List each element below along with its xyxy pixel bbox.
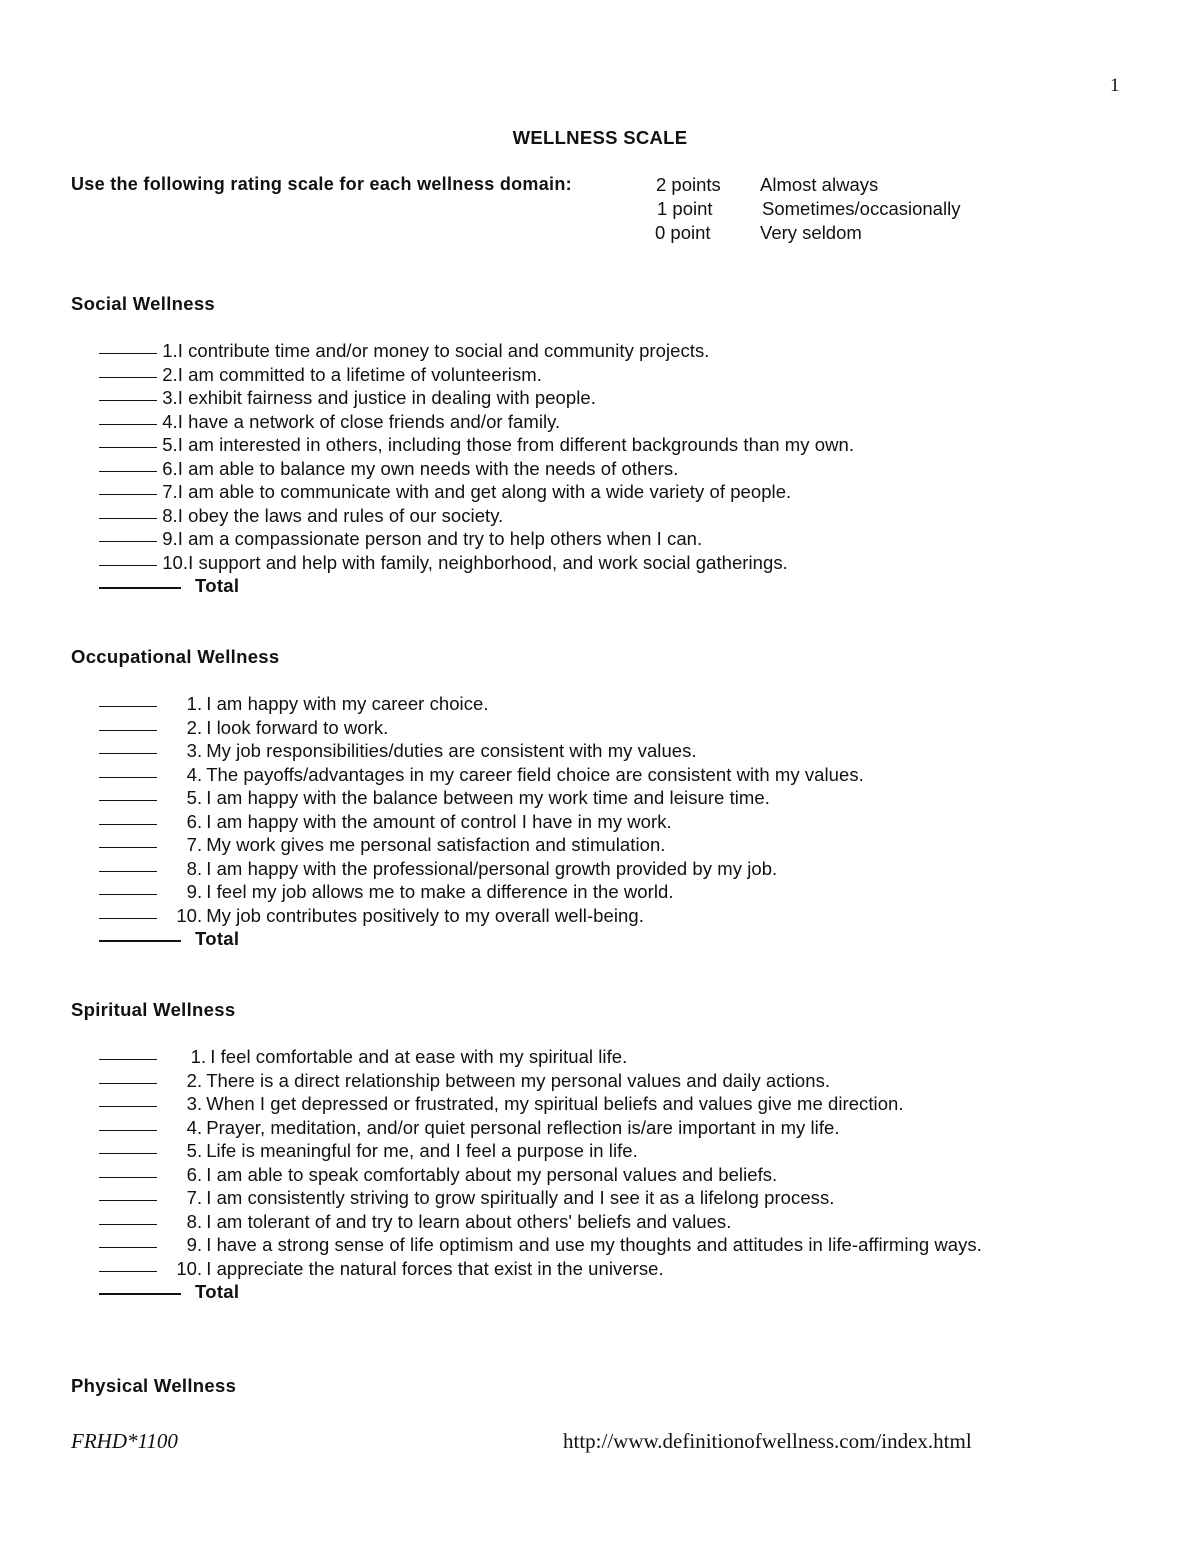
item-number: 6. — [186, 1163, 203, 1185]
item-text: I have a strong sense of life optimism and use my thoughts and attitudes in life-affirming ways. — [206, 1234, 982, 1255]
item-number: 5. — [162, 434, 178, 455]
section-total-row — [99, 574, 854, 598]
list-item — [99, 410, 854, 434]
item-text: I am able to balance my own needs with the needs of others. — [177, 457, 679, 479]
item-number: 4. — [162, 410, 178, 432]
item-text: I obey the laws and rules of our society. — [177, 504, 504, 526]
section-total-row — [99, 1280, 982, 1304]
item-number: 1. — [186, 693, 203, 714]
item-number: 9. — [186, 1234, 203, 1255]
item-text: I am committed to a lifetime of volunteerism. — [177, 363, 542, 385]
section-total-row — [99, 927, 864, 951]
total-label: Total — [195, 928, 240, 949]
answer-blank[interactable] — [99, 847, 157, 848]
occupational-items-list — [99, 692, 864, 951]
list-item — [99, 480, 854, 504]
item-text: I contribute time and/or money to social and community projects. — [177, 340, 710, 361]
item-text: Prayer, meditation, and/or quiet personal reflection is/are important in my life. — [206, 1116, 840, 1138]
item-text: I am a compassionate person and try to help others when I can. — [177, 528, 703, 549]
list-item — [99, 880, 864, 904]
item-text: I appreciate the natural forces that exist in the universe. — [206, 1257, 664, 1279]
item-text: When I get depressed or frustrated, my spiritual beliefs and values give me direction. — [206, 1093, 904, 1114]
list-item — [99, 692, 864, 716]
item-number: 5. — [186, 1140, 203, 1161]
item-number: 5. — [186, 787, 203, 808]
answer-blank[interactable] — [99, 730, 157, 731]
rating-points: 0 point — [655, 222, 711, 243]
item-number: 8. — [186, 857, 203, 879]
answer-blank[interactable] — [99, 1271, 157, 1272]
document-title: WELLNESS SCALE — [512, 127, 688, 148]
list-item — [99, 1163, 982, 1187]
item-number: 10. — [176, 1257, 203, 1279]
item-text: I am happy with the balance between my work time and leisure time. — [206, 787, 770, 808]
item-text: I am happy with my career choice. — [206, 693, 489, 714]
answer-blank[interactable] — [99, 471, 157, 472]
item-text: I feel my job allows me to make a difference in the world. — [206, 881, 674, 902]
item-number: 2. — [162, 363, 178, 385]
item-number: 6. — [162, 457, 178, 479]
item-number: 3. — [162, 387, 178, 408]
list-item — [99, 551, 854, 575]
list-item — [99, 810, 864, 834]
item-text: There is a direct relationship between my personal values and daily actions. — [206, 1069, 831, 1091]
item-number: 4. — [186, 763, 203, 785]
item-number: 10. — [176, 904, 203, 926]
rating-scale-intro: Use the following rating scale for each wellness domain: — [71, 174, 572, 194]
list-item — [99, 1069, 982, 1093]
list-item — [99, 386, 854, 410]
section-heading-physical: Physical Wellness — [71, 1375, 237, 1396]
answer-blank[interactable] — [99, 918, 157, 919]
answer-blank[interactable] — [99, 824, 157, 825]
answer-blank[interactable] — [99, 494, 157, 495]
item-number: 9. — [186, 881, 203, 902]
item-text: I am able to communicate with and get along with a wide variety of people. — [177, 481, 792, 502]
item-number: 3. — [186, 740, 203, 761]
list-item — [99, 1092, 982, 1116]
item-number: 2. — [186, 1069, 203, 1091]
total-blank[interactable] — [99, 587, 181, 589]
answer-blank[interactable] — [99, 424, 157, 425]
list-item — [99, 716, 864, 740]
item-text: I exhibit fairness and justice in dealing with people. — [177, 387, 596, 408]
list-item — [99, 339, 854, 363]
rating-points: 2 points — [656, 174, 721, 195]
answer-blank[interactable] — [99, 1247, 157, 1248]
list-item — [99, 433, 854, 457]
list-item — [99, 1139, 982, 1163]
answer-blank[interactable] — [99, 541, 157, 542]
social-items-list — [99, 339, 854, 598]
item-text: The payoffs/advantages in my career field choice are consistent with my values. — [206, 763, 864, 785]
rating-points: 1 point — [657, 198, 713, 219]
list-item — [99, 904, 864, 928]
item-number: 7. — [186, 1187, 203, 1208]
list-item — [99, 1257, 982, 1281]
list-item — [99, 504, 854, 528]
item-number: 8. — [186, 1210, 203, 1232]
list-item — [99, 1186, 982, 1210]
item-text: I am tolerant of and try to learn about others' beliefs and values. — [206, 1210, 732, 1232]
item-text: I feel comfortable and at ease with my spiritual life. — [210, 1046, 628, 1067]
item-number: 3. — [186, 1093, 203, 1114]
rating-description: Almost always — [760, 174, 879, 195]
answer-blank[interactable] — [99, 400, 157, 401]
item-text: My work gives me personal satisfaction and stimulation. — [206, 834, 666, 855]
item-number: 8. — [162, 504, 178, 526]
total-blank[interactable] — [99, 940, 181, 942]
item-number: 7. — [162, 481, 178, 502]
list-item — [99, 527, 854, 551]
item-number: 4. — [186, 1116, 203, 1138]
list-item — [99, 857, 864, 881]
item-text: I am able to speak comfortably about my personal values and beliefs. — [206, 1163, 778, 1185]
list-item — [99, 1045, 982, 1069]
page-number: 1 — [1110, 75, 1120, 96]
answer-blank[interactable] — [99, 894, 157, 895]
answer-blank[interactable] — [99, 1083, 157, 1084]
section-heading-occupational: Occupational Wellness — [71, 646, 280, 667]
total-label: Total — [195, 575, 240, 596]
item-text: I am interested in others, including those from different backgrounds than my own. — [177, 434, 855, 455]
item-text: I am happy with the professional/personal growth provided by my job. — [206, 857, 778, 879]
rating-scale-row — [0, 222, 1200, 246]
item-number: 2. — [186, 716, 203, 738]
item-number: 7. — [186, 834, 203, 855]
rating-scale-row — [0, 174, 1200, 198]
item-number: 9. — [162, 528, 178, 549]
item-text: I have a network of close friends and/or family. — [177, 410, 561, 432]
answer-blank[interactable] — [99, 1200, 157, 1201]
item-number: 6. — [186, 810, 203, 832]
section-heading-social: Social Wellness — [71, 293, 215, 314]
answer-blank[interactable] — [99, 706, 157, 707]
item-text: Life is meaningful for me, and I feel a purpose in life. — [206, 1140, 638, 1161]
footer-url: http://www.definitionofwellness.com/index.html — [563, 1429, 972, 1453]
answer-blank[interactable] — [99, 1130, 157, 1131]
answer-blank[interactable] — [99, 753, 157, 754]
answer-blank[interactable] — [99, 1224, 157, 1225]
answer-blank[interactable] — [99, 1153, 157, 1154]
total-label: Total — [195, 1281, 240, 1302]
total-blank[interactable] — [99, 1293, 181, 1295]
list-item — [99, 739, 864, 763]
list-item — [99, 833, 864, 857]
answer-blank[interactable] — [99, 871, 157, 872]
item-number: 1. — [162, 340, 178, 361]
list-item — [99, 1210, 982, 1234]
answer-blank[interactable] — [99, 1106, 157, 1107]
item-text: My job contributes positively to my overall well-being. — [206, 904, 644, 926]
item-number: 1. — [190, 1046, 207, 1067]
answer-blank[interactable] — [99, 377, 157, 378]
answer-blank[interactable] — [99, 800, 157, 801]
list-item — [99, 1116, 982, 1140]
rating-scale-row — [0, 198, 1200, 222]
spiritual-items-list — [99, 1045, 982, 1304]
answer-blank[interactable] — [99, 353, 157, 354]
answer-blank[interactable] — [99, 1177, 157, 1178]
answer-blank[interactable] — [99, 777, 157, 778]
answer-blank[interactable] — [99, 447, 157, 448]
answer-blank[interactable] — [99, 1059, 157, 1060]
answer-blank[interactable] — [99, 518, 157, 519]
list-item — [99, 457, 854, 481]
item-text: My job responsibilities/duties are consistent with my values. — [206, 740, 697, 761]
list-item — [99, 786, 864, 810]
answer-blank[interactable] — [99, 565, 157, 566]
rating-description: Sometimes/occasionally — [762, 198, 961, 219]
list-item — [99, 1233, 982, 1257]
footer-course-code: FRHD*1100 — [71, 1429, 178, 1453]
item-text: I am consistently striving to grow spiritually and I see it as a lifelong process. — [206, 1187, 835, 1208]
item-text: I support and help with family, neighborhood, and work social gatherings. — [188, 551, 788, 573]
list-item — [99, 763, 864, 787]
list-item — [99, 363, 854, 387]
section-heading-spiritual: Spiritual Wellness — [71, 999, 236, 1020]
rating-description: Very seldom — [760, 222, 862, 243]
item-text: I am happy with the amount of control I have in my work. — [206, 810, 672, 832]
item-text: I look forward to work. — [206, 716, 389, 738]
item-number: 10. — [162, 551, 189, 573]
